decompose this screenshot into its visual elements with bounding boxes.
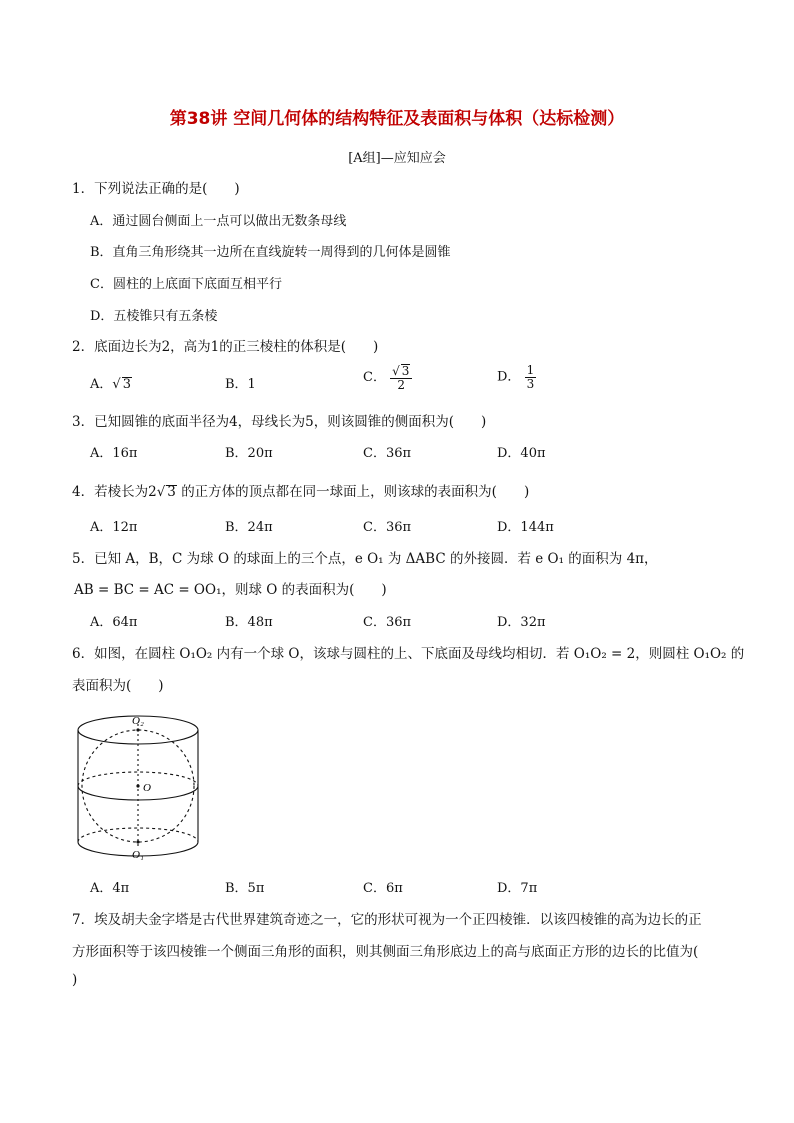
label-o2: O₂ — [132, 715, 144, 727]
point-o2 — [136, 728, 139, 731]
q4-stem-part-b: 的正方体的顶点都在同一球面上，则该球的表面积为( ) — [181, 484, 530, 500]
q5-option-d: D．32π — [497, 615, 546, 630]
q2-option-a-label: A． — [90, 377, 113, 392]
q4-option-d: D．144π — [497, 520, 554, 535]
question-4-stem: 4．若棱长为2√ 3 的正方体的顶点都在同一球面上，则该球的表面积为( ) — [72, 484, 530, 500]
q6-option-d: D．7π — [497, 881, 538, 896]
q6-option-a: A．4π — [90, 881, 130, 896]
question-3-stem: 3．已知圆锥的底面半径为4，母线长为5，则该圆锥的侧面积为( ) — [72, 414, 487, 430]
q4-option-c: C．36π — [363, 520, 412, 535]
question-7-stem-line3: ) — [72, 972, 78, 988]
cylinder-sphere-figure — [70, 708, 206, 868]
q2-option-c-denominator: 2 — [397, 377, 406, 392]
q2-option-d-label: D． — [497, 369, 521, 385]
question-7-stem: 7．埃及胡夫金字塔是古代世界建筑奇迹之一，它的形状可视为一个正四棱锥．以该四棱锥的高为边长的正 — [72, 912, 702, 928]
point-o1 — [136, 840, 139, 843]
q2-option-c-numerator: 3 — [401, 364, 410, 378]
q6-option-c: C．6π — [363, 881, 403, 896]
question-6-stem-line2: 表面积为( ) — [72, 678, 164, 694]
q4-stem-part-a: 4．若棱长为2 — [72, 484, 157, 500]
section-subtitle: [A组]—应知应会 — [348, 151, 446, 166]
question-5-stem: 5．已知 A，B，C 为球 O 的球面上的三个点，e O₁ 为 ΔABC 的外接圆．若 e O₁ 的面积为 4π， — [72, 551, 658, 567]
question-5-stem-line2: AB = BC = AC = OO₁，则球 O 的表面积为( ) — [74, 582, 387, 598]
q5-option-b: B．48π — [225, 615, 273, 630]
page-title: 第38讲 空间几何体的结构特征及表面积与体积（达标检测） — [169, 109, 625, 129]
point-o — [136, 784, 139, 787]
q1-option-b: B．直角三角形绕其一边所在直线旋转一周得到的几何体是圆锥 — [90, 245, 451, 260]
q2-option-d-fraction — [525, 364, 537, 390]
label-o1: O₁ — [132, 849, 144, 861]
q3-option-c: C．36π — [363, 446, 412, 461]
q2-option-d-numerator: 1 — [526, 363, 535, 377]
label-o: O — [143, 782, 151, 794]
q3-option-a: A．16π — [90, 446, 138, 461]
q1-option-a: A．通过圆台侧面上一点可以做出无数条母线 — [90, 214, 347, 229]
q4-option-b: B．24π — [225, 520, 273, 535]
question-1-stem: 1．下列说法正确的是( ) — [72, 181, 240, 197]
q5-option-a: A．64π — [90, 615, 138, 630]
q2-option-a-radicand: 3 — [122, 377, 131, 392]
q6-option-b: B．5π — [225, 881, 265, 896]
question-6-stem: 6．如图，在圆柱 O₁O₂ 内有一个球 O，该球与圆柱的上、下底面及母线均相切．若 O₁O₂ = 2，则圆柱 O₁O₂ 的 — [72, 646, 745, 662]
equator-front — [78, 786, 198, 800]
q2-option-b: B．1 — [225, 377, 256, 392]
q2-option-a: A．√ 3 — [90, 377, 131, 392]
q3-option-d: D．40π — [497, 446, 546, 461]
q1-option-d: D．五棱锥只有五条棱 — [90, 309, 218, 324]
q3-option-b: B．20π — [225, 446, 273, 461]
q4-option-a: A．12π — [90, 520, 138, 535]
q1-option-c: C．圆柱的上底面下底面互相平行 — [90, 277, 282, 292]
q2-option-c-label: C． — [363, 370, 386, 386]
q2-option-d-denominator: 3 — [526, 376, 535, 391]
q2-option-d — [497, 364, 536, 390]
q2-option-c — [363, 364, 412, 391]
question-2-stem: 2．底面边长为2，高为1的正三棱柱的体积是( ) — [72, 339, 379, 355]
q4-stem-radicand: 3 — [167, 484, 176, 500]
q2-option-c-fraction: $\frac{√ 3}{2}$ — [390, 364, 412, 391]
q5-option-c: C．36π — [363, 615, 412, 630]
question-7-stem-line2: 方形面积等于该四棱锥一个侧面三角形的面积，则其侧面三角形底边上的高与底面正方形的边长的比值为( — [72, 944, 699, 960]
